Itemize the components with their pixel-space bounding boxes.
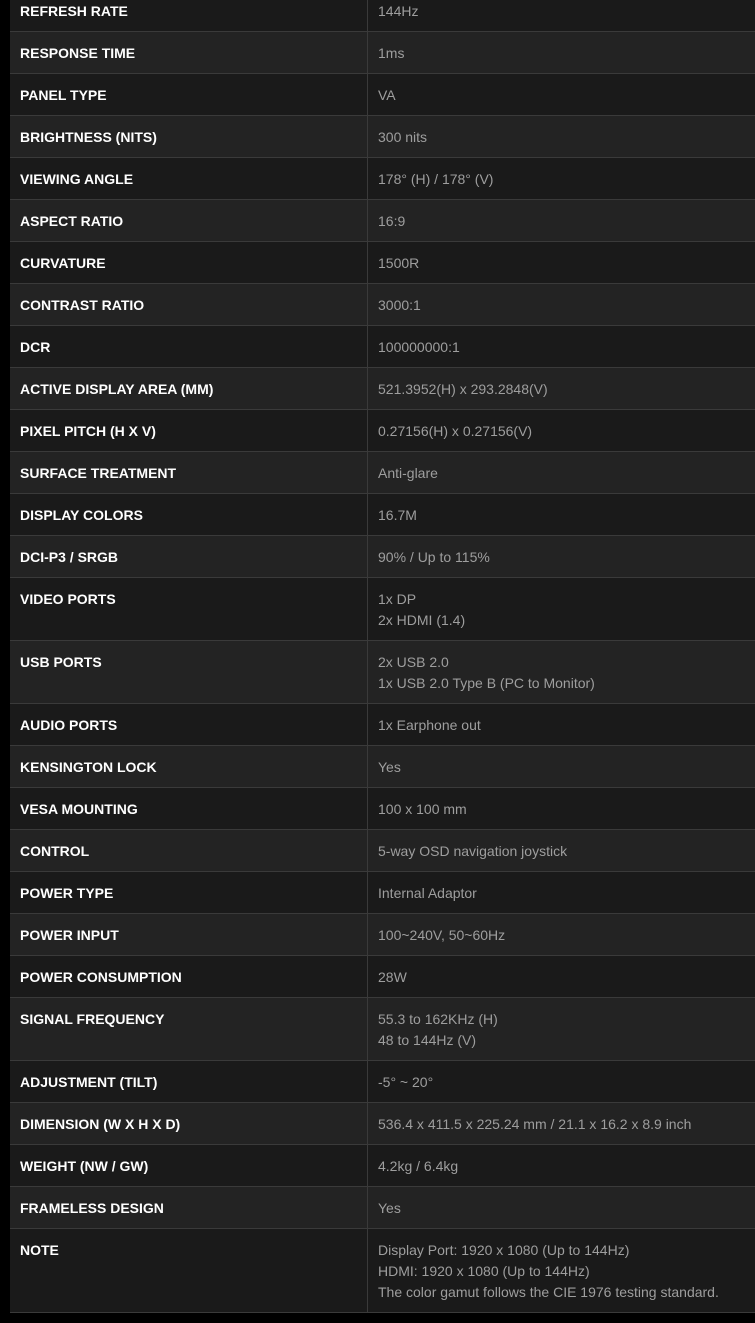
spec-row — [10, 410, 755, 452]
spec-value-line: 28W — [378, 969, 407, 985]
spec-value — [368, 956, 755, 997]
spec-value-line: 1x DP — [378, 591, 417, 607]
spec-value — [368, 1229, 755, 1312]
spec-label: ASPECT RATIO — [10, 200, 368, 241]
spec-row — [10, 32, 755, 74]
spec-row — [10, 158, 755, 200]
spec-label: CONTRAST RATIO — [10, 284, 368, 325]
spec-value-line: 2x HDMI (1.4) — [378, 612, 466, 628]
spec-row — [10, 914, 755, 956]
spec-label: RESPONSE TIME — [10, 32, 368, 73]
spec-value — [368, 116, 755, 157]
spec-value — [368, 1187, 755, 1228]
spec-label: BRIGHTNESS (NITS) — [10, 116, 368, 157]
spec-row — [10, 788, 755, 830]
spec-row — [10, 368, 755, 410]
spec-row — [10, 830, 755, 872]
spec-value — [368, 1103, 755, 1144]
spec-value-line: HDMI: 1920 x 1080 (Up to 144Hz) — [378, 1263, 590, 1279]
spec-row — [10, 74, 755, 116]
spec-row — [10, 578, 755, 641]
spec-value-line: 1500R — [378, 255, 420, 271]
spec-value — [368, 578, 755, 640]
spec-value-line: 4.2kg / 6.4kg — [378, 1158, 459, 1174]
spec-value-line: 16:9 — [378, 213, 406, 229]
spec-value-line: The color gamut follows the CIE 1976 testing standard. — [378, 1284, 719, 1300]
spec-value-line: -5° ~ 20° — [378, 1074, 434, 1090]
spec-value — [368, 1145, 755, 1186]
spec-row — [10, 116, 755, 158]
spec-value-line: 144Hz — [378, 3, 419, 19]
spec-label: DCR — [10, 326, 368, 367]
spec-value-line: 90% / Up to 115% — [378, 549, 490, 565]
spec-value-line: 2x USB 2.0 — [378, 654, 449, 670]
spec-row — [10, 494, 755, 536]
spec-value-line: VA — [378, 87, 396, 103]
spec-value — [368, 830, 755, 871]
spec-label: DCI-P3 / SRGB — [10, 536, 368, 577]
spec-label: NOTE — [10, 1229, 368, 1312]
spec-row — [10, 452, 755, 494]
spec-label: DIMENSION (W X H X D) — [10, 1103, 368, 1144]
spec-row — [10, 746, 755, 788]
spec-value-line: 1x USB 2.0 Type B (PC to Monitor) — [378, 675, 595, 691]
spec-value-line: 55.3 to 162KHz (H) — [378, 1011, 498, 1027]
spec-label: REFRESH RATE — [10, 0, 368, 31]
spec-row — [10, 1145, 755, 1187]
spec-label: AUDIO PORTS — [10, 704, 368, 745]
spec-label: DISPLAY COLORS — [10, 494, 368, 535]
spec-row — [10, 641, 755, 704]
spec-value — [368, 872, 755, 913]
spec-value-line: Anti-glare — [378, 465, 438, 481]
spec-value-line: 100~240V, 50~60Hz — [378, 927, 506, 943]
spec-label: VIDEO PORTS — [10, 578, 368, 640]
spec-row — [10, 704, 755, 746]
spec-value-line: 178° (H) / 178° (V) — [378, 171, 494, 187]
spec-value — [368, 410, 755, 451]
spec-value-line: 521.3952(H) x 293.2848(V) — [378, 381, 548, 397]
spec-label: SURFACE TREATMENT — [10, 452, 368, 493]
spec-value-line: 536.4 x 411.5 x 225.24 mm / 21.1 x 16.2 x 8.9 inch — [378, 1116, 692, 1132]
spec-value — [368, 326, 755, 367]
spec-label: ADJUSTMENT (TILT) — [10, 1061, 368, 1102]
spec-row — [10, 1229, 755, 1313]
spec-row — [10, 0, 755, 32]
spec-value — [368, 746, 755, 787]
spec-label: POWER INPUT — [10, 914, 368, 955]
spec-label: ACTIVE DISPLAY AREA (MM) — [10, 368, 368, 409]
spec-label: VESA MOUNTING — [10, 788, 368, 829]
spec-value — [368, 452, 755, 493]
spec-value-line: 1x Earphone out — [378, 717, 481, 733]
spec-value-line: 3000:1 — [378, 297, 421, 313]
spec-label: PIXEL PITCH (H X V) — [10, 410, 368, 451]
spec-value — [368, 536, 755, 577]
spec-row — [10, 1061, 755, 1103]
spec-row — [10, 200, 755, 242]
spec-label: POWER TYPE — [10, 872, 368, 913]
spec-label: POWER CONSUMPTION — [10, 956, 368, 997]
spec-value — [368, 242, 755, 283]
spec-value — [368, 0, 755, 31]
spec-label: PANEL TYPE — [10, 74, 368, 115]
spec-value — [368, 32, 755, 73]
spec-value-line: 300 nits — [378, 129, 428, 145]
spec-value — [368, 494, 755, 535]
spec-value-line: 100000000:1 — [378, 339, 460, 355]
spec-row — [10, 998, 755, 1061]
spec-label: WEIGHT (NW / GW) — [10, 1145, 368, 1186]
spec-value-line: 100 x 100 mm — [378, 801, 467, 817]
spec-value — [368, 74, 755, 115]
spec-value-line: 16.7M — [378, 507, 417, 523]
spec-label: VIEWING ANGLE — [10, 158, 368, 199]
spec-row — [10, 242, 755, 284]
spec-label: SIGNAL FREQUENCY — [10, 998, 368, 1060]
spec-value — [368, 914, 755, 955]
spec-label: KENSINGTON LOCK — [10, 746, 368, 787]
spec-value — [368, 200, 755, 241]
spec-row — [10, 326, 755, 368]
spec-value-line: Yes — [378, 1200, 401, 1216]
spec-value — [368, 788, 755, 829]
spec-value-line: Yes — [378, 759, 401, 775]
spec-value-line: 0.27156(H) x 0.27156(V) — [378, 423, 533, 439]
spec-row — [10, 872, 755, 914]
spec-row — [10, 284, 755, 326]
spec-label: CONTROL — [10, 830, 368, 871]
spec-label: CURVATURE — [10, 242, 368, 283]
spec-value — [368, 641, 755, 703]
spec-row — [10, 956, 755, 998]
spec-label: FRAMELESS DESIGN — [10, 1187, 368, 1228]
spec-value-line: Display Port: 1920 x 1080 (Up to 144Hz) — [378, 1242, 630, 1258]
spec-row — [10, 536, 755, 578]
spec-row — [10, 1187, 755, 1229]
spec-value — [368, 158, 755, 199]
spec-value-line: Internal Adaptor — [378, 885, 477, 901]
spec-value — [368, 998, 755, 1060]
spec-table — [10, 0, 755, 1313]
spec-value-line: 1ms — [378, 45, 405, 61]
spec-value-line: 48 to 144Hz (V) — [378, 1032, 477, 1048]
spec-value — [368, 1061, 755, 1102]
spec-value — [368, 704, 755, 745]
spec-row — [10, 1103, 755, 1145]
spec-value-line: 5-way OSD navigation joystick — [378, 843, 568, 859]
spec-value — [368, 368, 755, 409]
spec-label: USB PORTS — [10, 641, 368, 703]
spec-value — [368, 284, 755, 325]
